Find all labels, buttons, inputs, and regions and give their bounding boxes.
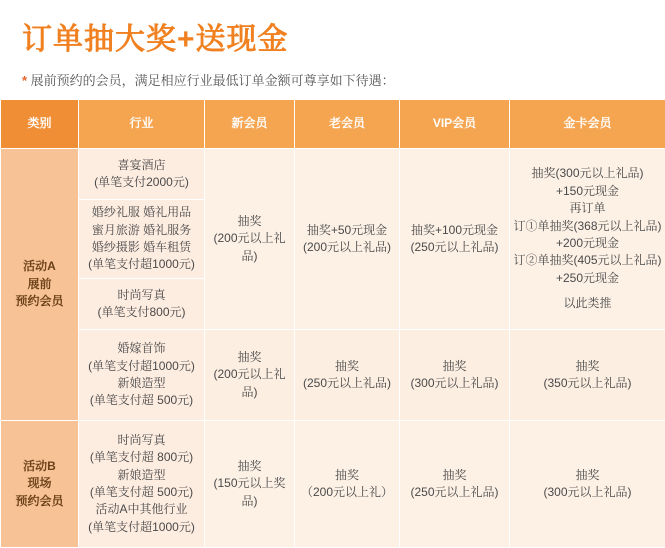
column-header-gold-member: 金卡会员 [510, 100, 665, 149]
industry-line: 蜜月旅游 婚礼服务 [82, 222, 201, 239]
industry-line: (单笔支付800元) [82, 304, 201, 321]
value-line: 抽奖 [208, 213, 291, 230]
value-line: 抽奖+100元现金 [403, 222, 506, 239]
value-line: 抽奖 [513, 467, 662, 484]
category-sub1-a: 展前 [4, 276, 75, 293]
value-line: 再订单 [513, 200, 662, 217]
old-member-cell [295, 330, 400, 421]
table-header-row [1, 100, 665, 149]
industry-cell [79, 421, 205, 548]
gold-member-cell [510, 421, 665, 548]
value-line: (300元以上礼品) [513, 484, 662, 501]
value-line: +250元现金 [513, 270, 662, 287]
category-sub1-b: 现场 [4, 475, 75, 492]
industry-cell [79, 279, 205, 330]
table-row [1, 149, 665, 200]
value-line: (250元以上礼品) [403, 484, 506, 501]
table-row [1, 421, 665, 548]
table-header [1, 100, 665, 149]
table-body [1, 149, 665, 548]
gold-member-cell [510, 330, 665, 421]
industry-line: 活动A中其他行业 [82, 501, 201, 518]
value-line: （200元以上礼） [298, 484, 396, 501]
value-line: 订②单抽奖(405元以上礼品) [513, 252, 662, 269]
value-line: (300元以上礼品) [403, 375, 506, 392]
category-sub2-a: 预约会员 [4, 293, 75, 310]
value-line: 订①单抽奖(368元以上礼品) [513, 218, 662, 235]
industry-line: 新娘造型 [82, 375, 201, 392]
category-name-b: 活动B [4, 458, 75, 475]
value-line: (350元以上礼品) [513, 375, 662, 392]
industry-line: (单笔支付超1000元) [82, 358, 201, 375]
industry-cell [79, 200, 205, 279]
industry-cell [79, 149, 205, 200]
column-header-industry: 行业 [79, 100, 205, 149]
category-cell-a [1, 149, 79, 421]
value-line: (250元以上礼品) [298, 375, 396, 392]
industry-line: (单笔支付超 500元) [82, 392, 201, 409]
industry-line: (单笔支付2000元) [82, 174, 201, 191]
subtitle-asterisk: * [22, 73, 27, 88]
value-line: 抽奖(300元以上礼品) [513, 165, 662, 182]
vip-member-cell [400, 421, 510, 548]
value-line: 抽奖+50元现金 [298, 222, 396, 239]
industry-line: 新娘造型 [82, 467, 201, 484]
new-member-cell [205, 149, 295, 330]
new-member-cell [205, 330, 295, 421]
industry-line: (单笔支付超 800元) [82, 449, 201, 466]
industry-line: 时尚写真 [82, 287, 201, 304]
table-row [1, 330, 665, 421]
industry-line: 婚嫁首饰 [82, 340, 201, 357]
value-line: 抽奖 [298, 358, 396, 375]
column-header-category: 类别 [1, 100, 79, 149]
industry-line: (单笔支付超1000元) [82, 519, 201, 536]
industry-line: 婚纱礼服 婚礼用品 [82, 204, 201, 221]
value-line: 抽奖 [513, 358, 662, 375]
value-line: 抽奖 [208, 349, 291, 366]
value-line: 抽奖 [298, 467, 396, 484]
industry-cell [79, 330, 205, 421]
value-line: (150元以上奖品) [208, 475, 291, 510]
column-header-old-member: 老会员 [295, 100, 400, 149]
subtitle-text: 展前预约的会员，满足相应行业最低订单金额可尊享如下待遇： [27, 73, 395, 88]
industry-line: (单笔支付超 500元) [82, 484, 201, 501]
vip-member-cell [400, 330, 510, 421]
category-cell-b [1, 421, 79, 548]
value-line: (250元以上礼品) [403, 239, 506, 256]
promo-table [0, 99, 665, 548]
category-sub2-b: 预约会员 [4, 493, 75, 510]
value-line: +200元现金 [513, 235, 662, 252]
industry-line: 时尚写真 [82, 432, 201, 449]
gold-member-cell [510, 149, 665, 330]
old-member-cell [295, 149, 400, 330]
industry-line: 婚纱摄影 婚车租赁 [82, 239, 201, 256]
value-line: 抽奖 [403, 358, 506, 375]
industry-line: 喜宴酒店 [82, 157, 201, 174]
old-member-cell [295, 421, 400, 548]
value-line: (200元以上礼品) [298, 239, 396, 256]
new-member-cell [205, 421, 295, 548]
value-line: 抽奖 [403, 467, 506, 484]
column-header-vip-member: VIP会员 [400, 100, 510, 149]
value-line: 抽奖 [208, 458, 291, 475]
page-title: 订单抽大奖+送现金 [0, 0, 665, 58]
column-header-new-member: 新会员 [205, 100, 295, 149]
value-line: (200元以上礼品) [208, 366, 291, 401]
vip-member-cell [400, 149, 510, 330]
value-line: +150元现金 [513, 183, 662, 200]
value-line: (200元以上礼品) [208, 230, 291, 265]
value-line: 以此类推 [513, 295, 662, 312]
category-name-a: 活动A [4, 258, 75, 275]
industry-line: (单笔支付超1000元) [82, 256, 201, 273]
page-subtitle [0, 58, 665, 99]
